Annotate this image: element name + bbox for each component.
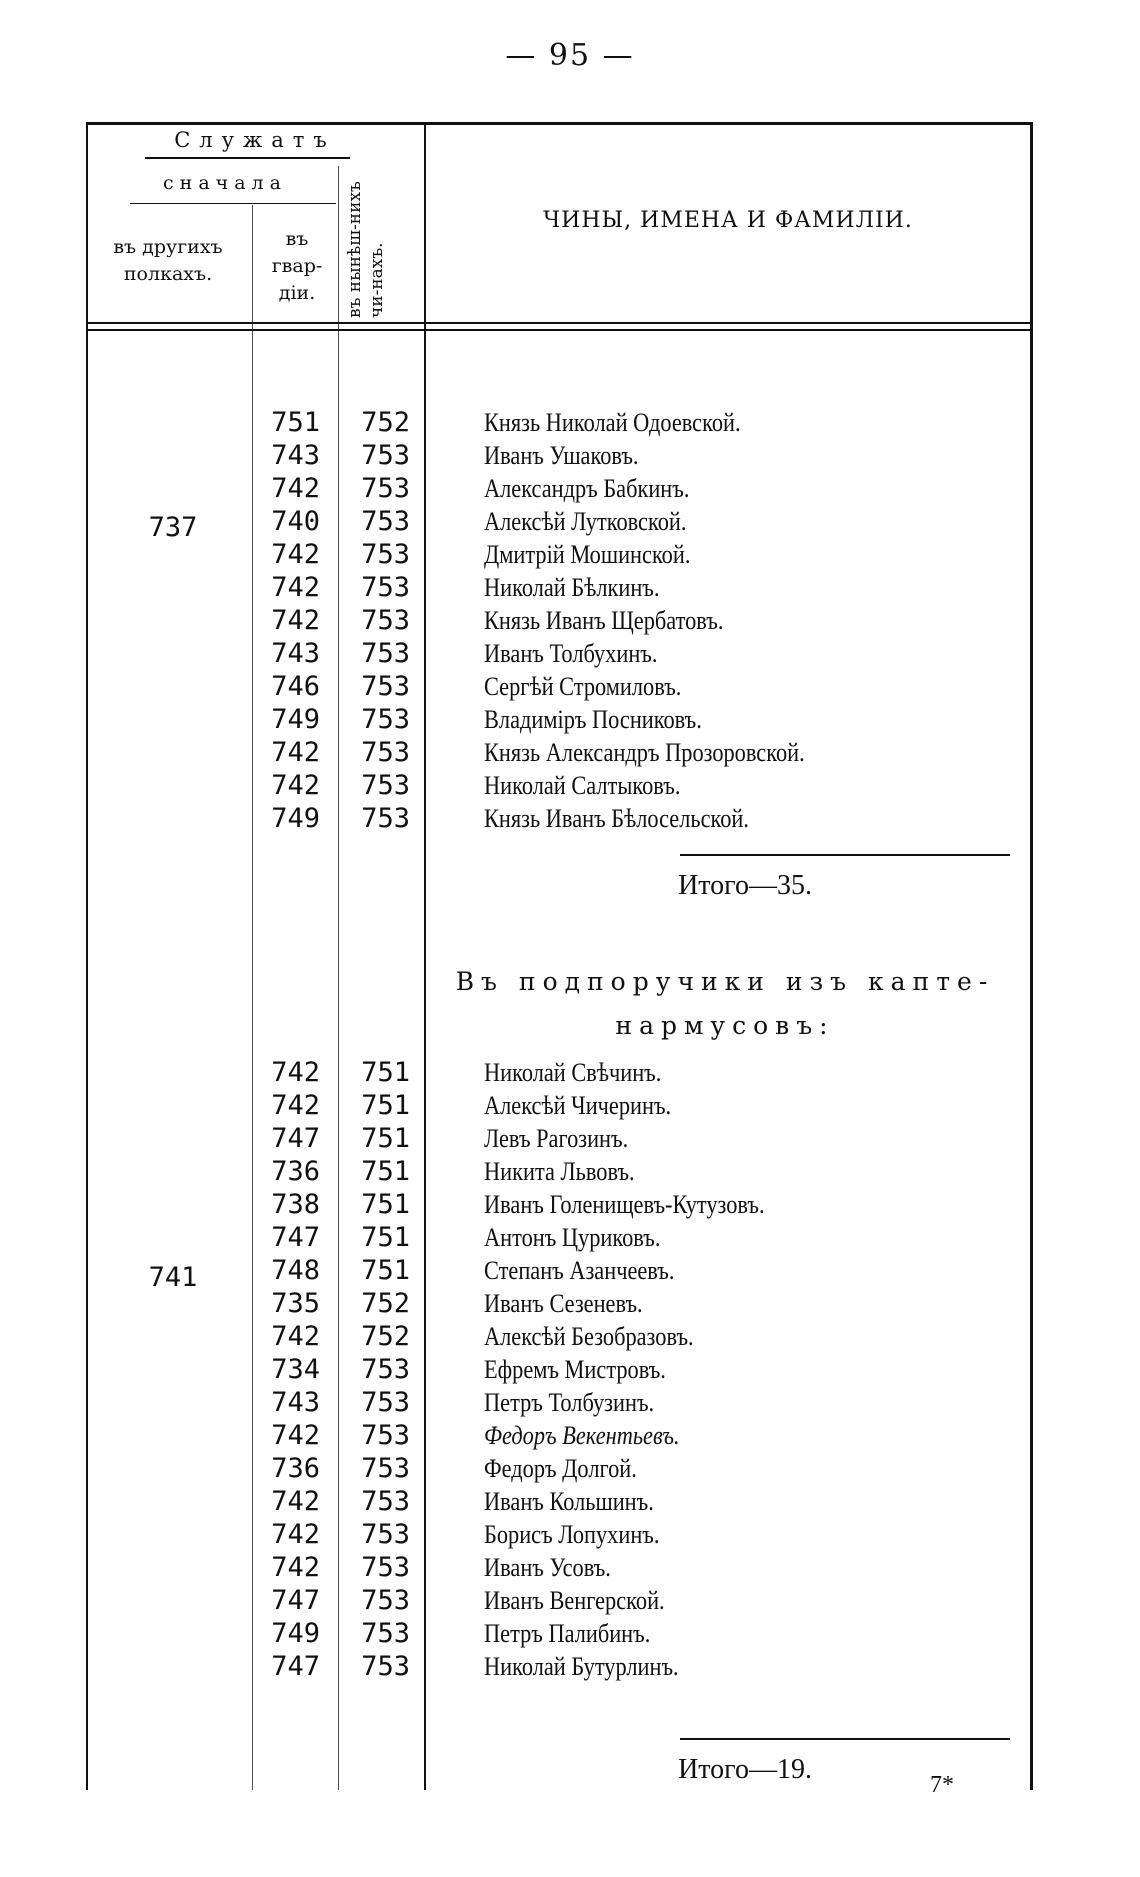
table-top-rule bbox=[86, 122, 1032, 125]
section1-total: Итого—35. bbox=[678, 870, 812, 901]
current-year-cell: 753 bbox=[361, 1552, 410, 1583]
person-name-cell: Князь Иванъ Щербатовъ. bbox=[484, 606, 724, 635]
person-name-cell: Князь Иванъ Бѣлосельской. bbox=[484, 804, 749, 833]
guard-year-cell: 747 bbox=[271, 1651, 320, 1682]
person-name-cell: Александръ Бабкинъ. bbox=[484, 474, 690, 503]
guard-year-cell: 742 bbox=[271, 737, 320, 768]
header-col-guard: въ гвар-діи. bbox=[271, 228, 323, 304]
person-name-cell: Ефремъ Мистровъ. bbox=[484, 1355, 666, 1384]
current-year-cell: 753 bbox=[361, 572, 410, 603]
person-name-cell: Иванъ Толбухинъ. bbox=[484, 639, 658, 668]
person-name-cell: Князь Александръ Прозоровской. bbox=[484, 738, 805, 767]
guard-year-cell: 742 bbox=[271, 1420, 320, 1451]
section2-heading-line2: нармусовъ: bbox=[615, 1011, 835, 1040]
current-year-cell: 751 bbox=[361, 1123, 410, 1154]
header-rule-2 bbox=[86, 329, 1032, 331]
person-name-cell: Степанъ Азанчеевъ. bbox=[484, 1256, 675, 1285]
page-number: — 95 — bbox=[505, 38, 635, 73]
current-year-cell: 753 bbox=[361, 539, 410, 570]
guard-year-cell: 749 bbox=[271, 1618, 320, 1649]
person-name-cell: Иванъ Сезеневъ. bbox=[484, 1289, 643, 1318]
section2-total-rule bbox=[680, 1738, 1010, 1740]
guard-year-cell: 746 bbox=[271, 671, 320, 702]
guard-year-cell: 742 bbox=[271, 1519, 320, 1550]
current-year-cell: 753 bbox=[361, 671, 410, 702]
current-year-cell: 751 bbox=[361, 1090, 410, 1121]
guard-year-cell: 742 bbox=[271, 605, 320, 636]
current-year-cell: 753 bbox=[361, 1618, 410, 1649]
current-year-cell: 753 bbox=[361, 770, 410, 801]
names-divider bbox=[424, 124, 426, 1790]
person-name-cell: Никита Львовъ. bbox=[484, 1157, 635, 1186]
person-name-cell: Борисъ Лопухинъ. bbox=[484, 1520, 660, 1549]
current-year-cell: 752 bbox=[361, 1321, 410, 1352]
current-year-cell: 753 bbox=[361, 638, 410, 669]
header-col-names: ЧИНЫ, ИМЕНА И ФАМИЛІИ. bbox=[543, 208, 913, 233]
table-left-rule bbox=[86, 122, 88, 1790]
guard-year-cell: 736 bbox=[271, 1453, 320, 1484]
guard-year-cell: 747 bbox=[271, 1123, 320, 1154]
guard-year-cell: 742 bbox=[271, 1552, 320, 1583]
current-year-cell: 751 bbox=[361, 1189, 410, 1220]
guard-year-cell: 742 bbox=[271, 770, 320, 801]
current-year-cell: 753 bbox=[361, 440, 410, 471]
header-rule-1 bbox=[86, 322, 1032, 324]
section1-total-rule bbox=[680, 854, 1010, 856]
current-year-cell: 752 bbox=[361, 1288, 410, 1319]
current-year-cell: 753 bbox=[361, 737, 410, 768]
guard-year-cell: 735 bbox=[271, 1288, 320, 1319]
current-year-cell: 751 bbox=[361, 1255, 410, 1286]
current-year-cell: 753 bbox=[361, 1354, 410, 1385]
guard-year-cell: 749 bbox=[271, 803, 320, 834]
current-year-cell: 753 bbox=[361, 1519, 410, 1550]
current-year-cell: 753 bbox=[361, 506, 410, 537]
guard-year-cell: 743 bbox=[271, 1387, 320, 1418]
guard-year-cell: 742 bbox=[271, 473, 320, 504]
person-name-cell: Алексѣй Чичеринъ. bbox=[484, 1091, 672, 1120]
guard-year-cell: 751 bbox=[271, 407, 320, 438]
guard-year-cell: 740 bbox=[271, 506, 320, 537]
current-year-cell: 753 bbox=[361, 704, 410, 735]
current-year-cell: 753 bbox=[361, 1585, 410, 1616]
header-col-other: въ другихъ полкахъ. bbox=[113, 236, 223, 285]
current-year-cell: 753 bbox=[361, 803, 410, 834]
current-year-cell: 751 bbox=[361, 1057, 410, 1088]
current-year-cell: 753 bbox=[361, 605, 410, 636]
guard-year-cell: 736 bbox=[271, 1156, 320, 1187]
guard-year-cell: 742 bbox=[271, 572, 320, 603]
header-since-underline bbox=[130, 203, 336, 204]
person-name-cell: Иванъ Кольшинъ. bbox=[484, 1487, 654, 1516]
guard-year-cell: 742 bbox=[271, 1486, 320, 1517]
current-year-cell: 753 bbox=[361, 473, 410, 504]
person-name-cell: Антонъ Цуриковъ. bbox=[484, 1223, 661, 1252]
table-right-rule bbox=[1030, 122, 1033, 1790]
header-serve-underline bbox=[145, 157, 350, 159]
guard-year-cell: 742 bbox=[271, 1090, 320, 1121]
current-year-cell: 753 bbox=[361, 1651, 410, 1682]
header-serve: Служатъ bbox=[174, 128, 336, 152]
guard-year-cell: 749 bbox=[271, 704, 320, 735]
person-name-cell: Владиміръ Посниковъ. bbox=[484, 705, 702, 734]
current-year-cell: 751 bbox=[361, 1156, 410, 1187]
person-name-cell: Сергѣй Стромиловъ. bbox=[484, 672, 682, 701]
person-name-cell: Петръ Палибинъ. bbox=[484, 1619, 651, 1648]
guard-year-cell: 748 bbox=[271, 1255, 320, 1286]
guard-year-cell: 747 bbox=[271, 1222, 320, 1253]
header-since: сначала bbox=[163, 172, 287, 194]
person-name-cell: Дмитрій Мошинской. bbox=[484, 540, 691, 569]
signature-mark: 7* bbox=[930, 1772, 954, 1798]
person-name-cell: Иванъ Ушаковъ. bbox=[484, 441, 639, 470]
person-name-cell: Николай Свѣчинъ. bbox=[484, 1058, 662, 1087]
person-name-cell: Иванъ Голенищевъ-Кутузовъ. bbox=[484, 1190, 765, 1219]
current-year-cell: 753 bbox=[361, 1420, 410, 1451]
person-name-cell: Николай Салтыковъ. bbox=[484, 771, 681, 800]
guard-year-cell: 734 bbox=[271, 1354, 320, 1385]
current-divider bbox=[338, 166, 339, 1790]
section2-heading-line1: Въ подпоручики изъ капте- bbox=[455, 967, 995, 996]
guard-year-cell: 747 bbox=[271, 1585, 320, 1616]
current-year-cell: 753 bbox=[361, 1486, 410, 1517]
current-year-cell: 753 bbox=[361, 1387, 410, 1418]
section1-group-year: 737 bbox=[148, 512, 198, 543]
person-name-cell: Алексѣй Лутковской. bbox=[484, 507, 687, 536]
person-name-cell: Князь Николай Одоевской. bbox=[484, 408, 741, 437]
person-name-cell: Федоръ Долгой. bbox=[484, 1454, 637, 1483]
guard-year-cell: 742 bbox=[271, 1057, 320, 1088]
person-name-cell: Иванъ Усовъ. bbox=[484, 1553, 611, 1582]
section2-group-year: 741 bbox=[148, 1262, 198, 1293]
person-name-cell: Петръ Толбузинъ. bbox=[484, 1388, 655, 1417]
current-year-cell: 751 bbox=[361, 1222, 410, 1253]
header-col-current: въ нынѣш-нихъ чи-нахъ. bbox=[345, 181, 387, 318]
person-name-cell: Левъ Рагозинъ. bbox=[484, 1124, 629, 1153]
person-name-cell: Иванъ Венгерской. bbox=[484, 1586, 665, 1615]
current-year-cell: 753 bbox=[361, 1453, 410, 1484]
person-name-cell: Алексѣй Безобразовъ. bbox=[484, 1322, 694, 1351]
person-name-cell: Николай Бѣлкинъ. bbox=[484, 573, 660, 602]
guard-year-cell: 742 bbox=[271, 539, 320, 570]
guard-year-cell: 738 bbox=[271, 1189, 320, 1220]
guard-year-cell: 743 bbox=[271, 440, 320, 471]
guard-year-cell: 743 bbox=[271, 638, 320, 669]
person-name-cell: Федоръ Векентьевъ. bbox=[484, 1421, 680, 1450]
guard-year-cell: 742 bbox=[271, 1321, 320, 1352]
person-name-cell: Николай Бутурлинъ. bbox=[484, 1652, 679, 1681]
section2-total: Итого—19. bbox=[678, 1754, 812, 1785]
current-year-cell: 752 bbox=[361, 407, 410, 438]
